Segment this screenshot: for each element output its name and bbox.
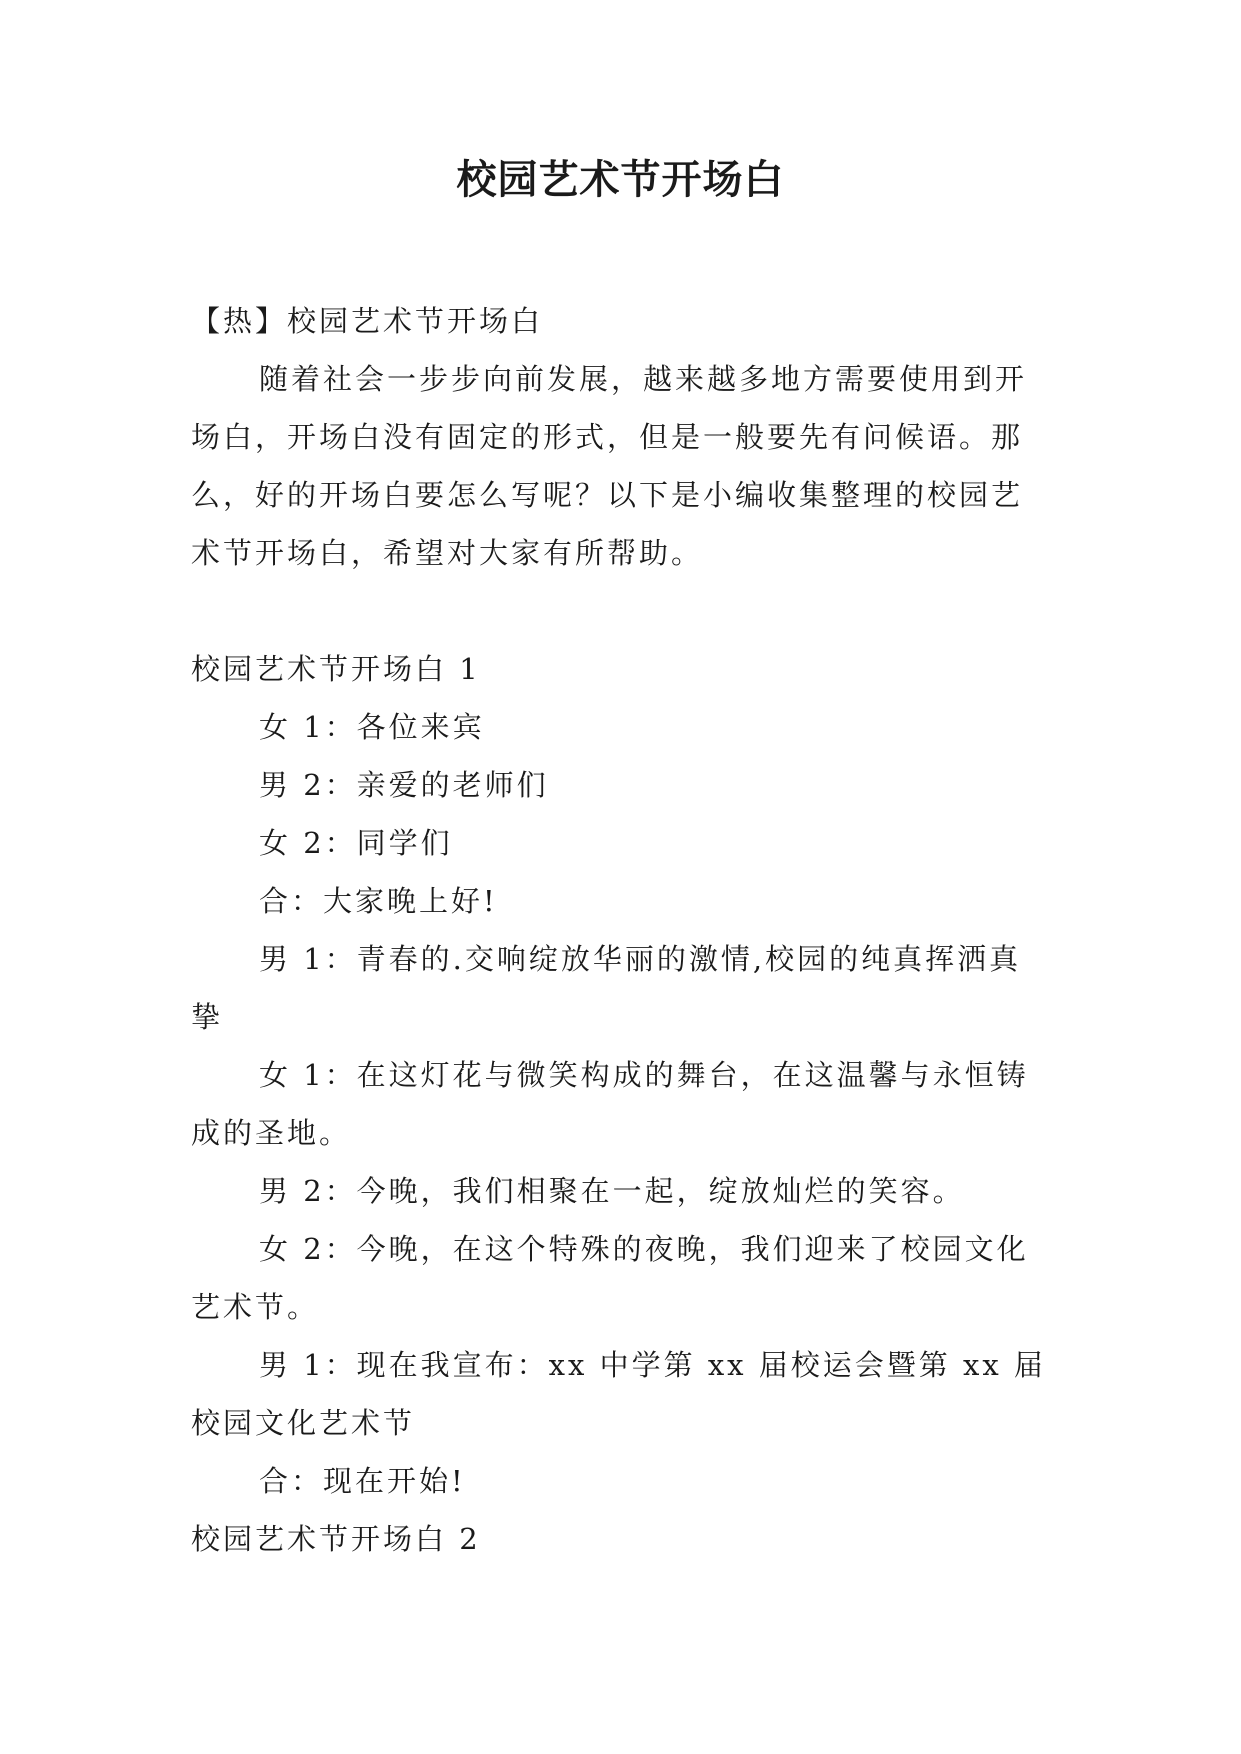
dialogue-line: 男 1：现在我宣布：xx 中学第 xx 届校运会暨第 xx 届校园文化艺术节: [191, 1348, 1046, 1440]
dialogue-line: 女 1：在这灯花与微笑构成的舞台，在这温馨与永恒铸成的圣地。: [191, 1058, 1029, 1150]
document-title: 校园艺术节开场白: [456, 156, 785, 203]
dialogue-line: 女 2：同学们: [259, 826, 453, 860]
document-body: [191, 292, 1053, 1568]
dialogue-line: 女 2：今晚，在这个特殊的夜晚，我们迎来了校园文化艺术节。: [191, 1232, 1029, 1324]
dialogue-line: 合：大家晚上好!: [259, 884, 498, 918]
dialogue-line: 男 2：亲爱的老师们: [259, 768, 549, 802]
intro-paragraph: 随着社会一步步向前发展，越来越多地方需要使用到开场白，开场白没有固定的形式，但是一般要先有问候语。那么，好的开场白要怎么写呢？以下是小编收集整理的校园艺术节开场白，希望对大家有所帮助。: [191, 362, 1028, 570]
dialogue-line: 合：现在开始!: [259, 1464, 466, 1498]
dialogue-line: 男 2：今晚，我们相聚在一起，绽放灿烂的笑容。: [259, 1174, 965, 1208]
article-heading: 【热】校园艺术节开场白: [191, 304, 544, 338]
dialogue-line: 女 1：各位来宾: [259, 710, 485, 744]
section-title-1: 校园艺术节开场白 1: [191, 652, 481, 686]
section-title-2: 校园艺术节开场白 2: [191, 1522, 481, 1556]
dialogue-line: 男 1：青春的.交响绽放华丽的激情,校园的纯真挥洒真挚: [191, 942, 1022, 1034]
paragraph-gap: [191, 582, 1053, 640]
